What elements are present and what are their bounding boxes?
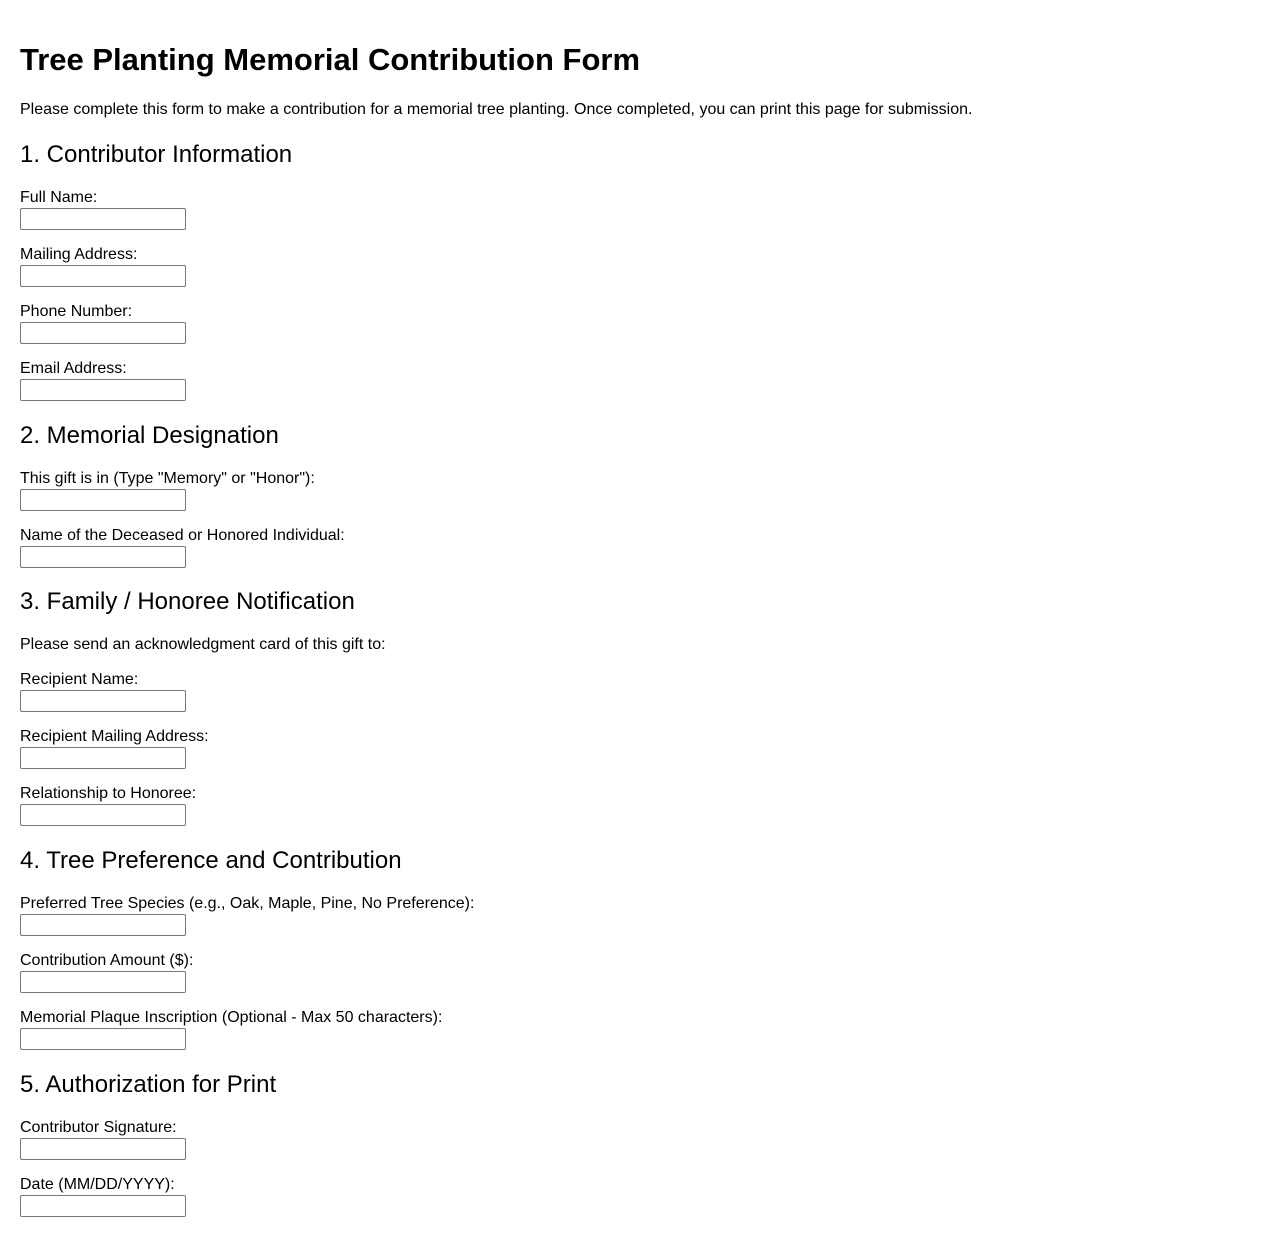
section-heading-notification: 3. Family / Honoree Notification bbox=[20, 588, 355, 615]
section-heading-memorial: 2. Memorial Designation bbox=[20, 422, 279, 449]
relationship-label: Relationship to Honoree: bbox=[20, 785, 197, 802]
email-address-label: Email Address: bbox=[20, 360, 127, 377]
honoree-name-label: Name of the Deceased or Honored Individual: bbox=[20, 527, 345, 544]
section-heading-tree: 4. Tree Preference and Contribution bbox=[20, 847, 402, 874]
signature-input[interactable] bbox=[20, 1138, 186, 1160]
phone-number-input[interactable] bbox=[20, 322, 186, 344]
section-heading-authorization: 5. Authorization for Print bbox=[20, 1071, 277, 1098]
plaque-inscription-label: Memorial Plaque Inscription (Optional - Max 50 characters): bbox=[20, 1009, 443, 1026]
relationship-input[interactable] bbox=[20, 804, 186, 826]
mailing-address-input[interactable] bbox=[20, 265, 186, 287]
date-label: Date (MM/DD/YYYY): bbox=[20, 1176, 175, 1193]
recipient-address-input[interactable] bbox=[20, 747, 186, 769]
page-title: Tree Planting Memorial Contribution Form bbox=[20, 42, 641, 77]
honoree-name-input[interactable] bbox=[20, 546, 186, 568]
tree-species-label: Preferred Tree Species (e.g., Oak, Maple, Pine, No Preference): bbox=[20, 895, 475, 912]
phone-number-label: Phone Number: bbox=[20, 303, 133, 320]
notification-note: Please send an acknowledgment card of this gift to: bbox=[20, 636, 386, 653]
recipient-name-input[interactable] bbox=[20, 690, 186, 712]
mailing-address-label: Mailing Address: bbox=[20, 246, 138, 263]
gift-type-input[interactable] bbox=[20, 489, 186, 511]
date-input[interactable] bbox=[20, 1195, 186, 1217]
email-address-input[interactable] bbox=[20, 379, 186, 401]
contribution-amount-label: Contribution Amount ($): bbox=[20, 952, 194, 969]
tree-species-input[interactable] bbox=[20, 914, 186, 936]
signature-label: Contributor Signature: bbox=[20, 1119, 177, 1136]
recipient-name-label: Recipient Name: bbox=[20, 671, 139, 688]
full-name-label: Full Name: bbox=[20, 189, 98, 206]
section-heading-contributor: 1. Contributor Information bbox=[20, 141, 293, 168]
plaque-inscription-input[interactable] bbox=[20, 1028, 186, 1050]
contribution-amount-input[interactable] bbox=[20, 971, 186, 993]
recipient-address-label: Recipient Mailing Address: bbox=[20, 728, 209, 745]
full-name-input[interactable] bbox=[20, 208, 186, 230]
intro-text: Please complete this form to make a contribution for a memorial tree planting. Once completed, you can print this page for submission. bbox=[20, 101, 973, 118]
gift-type-label: This gift is in (Type "Memory" or "Honor"): bbox=[20, 470, 315, 487]
